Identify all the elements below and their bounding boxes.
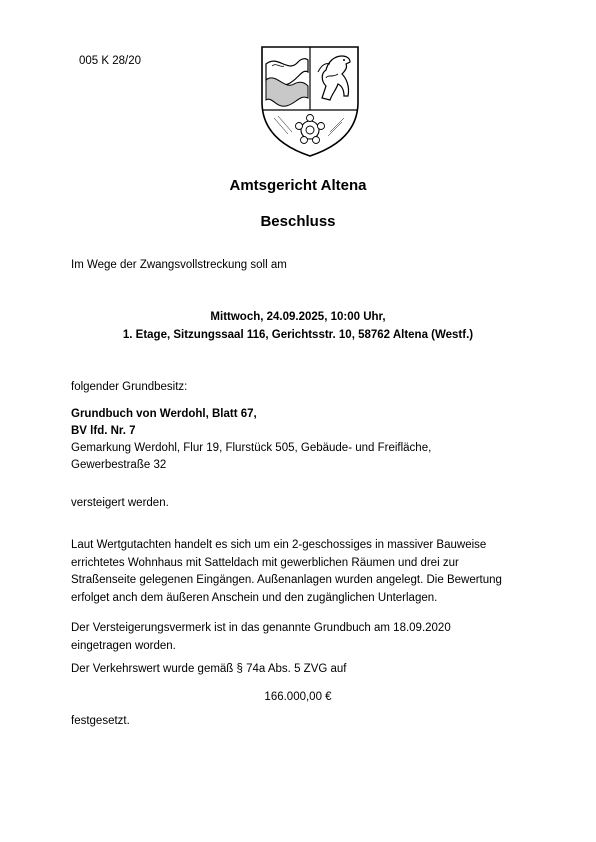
- cadastral-district: Gemarkung Werdohl, Flur 19, Flurstück 505, Gebäude- und Freifläche,: [71, 442, 432, 454]
- auction-date: Mittwoch, 24.09.2025, 10:00 Uhr,: [210, 311, 386, 323]
- document-type: Beschluss: [260, 213, 336, 230]
- closing-text: festgesetzt.: [71, 715, 130, 727]
- inventory-number: BV lfd. Nr. 7: [71, 425, 136, 437]
- auction-statement: versteigert werden.: [71, 497, 169, 509]
- coat-of-arms-icon: [258, 44, 362, 158]
- case-number: 005 K 28/20: [79, 55, 142, 67]
- auction-location: 1. Etage, Sitzungssaal 116, Gerichtsstr. 10, 58762 Altena (Westf.): [122, 329, 474, 341]
- market-value-intro: Der Verkehrswert wurde gemäß § 74a Abs. 5 ZVG auf: [71, 663, 347, 675]
- paragraph-line: Laut Wertgutachten handelt es sich um ein 2-geschossiges in massiver Bauweise: [71, 539, 487, 551]
- property-details: [71, 406, 431, 474]
- court-name: Amtsgericht Altena: [229, 177, 367, 194]
- valuation-paragraph: [71, 537, 531, 607]
- land-register: Grundbuch von Werdohl, Blatt 67,: [71, 408, 257, 420]
- property-address: Gewerbestraße 32: [71, 459, 167, 471]
- paragraph-line: errichtetes Wohnhaus mit Satteldach mit gewerblichen Räumen und drei zur: [71, 556, 459, 569]
- market-value-amount: 166.000,00 €: [264, 691, 332, 703]
- property-intro: folgender Grundbesitz:: [71, 381, 188, 393]
- paragraph-line: Der Versteigerungsvermerk ist in das genannte Grundbuch am 18.09.2020: [71, 622, 451, 634]
- intro-text: Im Wege der Zwangsvollstreckung soll am: [71, 259, 287, 271]
- paragraph-line: erfolget anch dem äußeren Anschein und den zugänglichen Unterlagen.: [71, 591, 438, 604]
- paragraph-line: Straßenseite gelegenen Eingängen. Außenanlagen wurden angelegt. Die Bewertung: [71, 574, 502, 586]
- auction-date-block: [0, 308, 596, 344]
- paragraph-line: eingetragen worden.: [71, 639, 176, 652]
- registration-paragraph: [71, 620, 531, 655]
